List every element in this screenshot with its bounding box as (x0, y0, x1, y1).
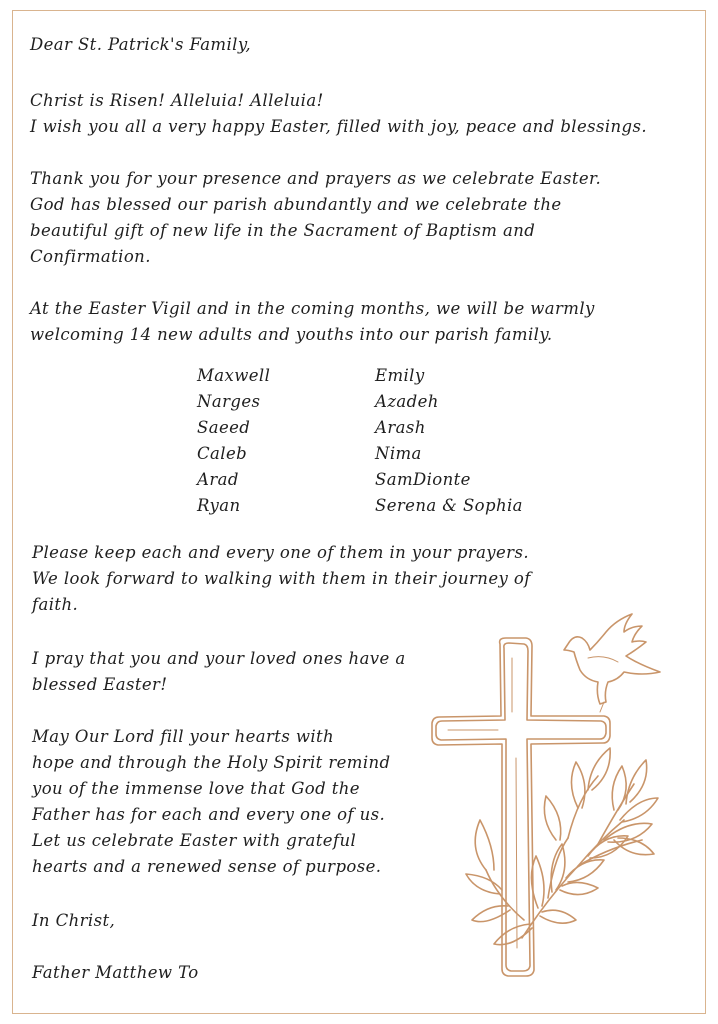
name-right: Emily (375, 366, 425, 385)
name-row (197, 441, 523, 467)
name-left: Maxwell (197, 366, 271, 385)
paragraph-line: hope and through the Holy Spirit remind (32, 753, 391, 772)
greeting: Dear St. Patrick's Family, (30, 35, 252, 54)
dove-icon (564, 614, 660, 712)
paragraph-line: you of the immense love that God the (32, 779, 360, 798)
name-row (197, 389, 523, 415)
name-row (197, 363, 523, 389)
name-right: Arash (375, 418, 426, 437)
paragraph-line: May Our Lord fill your hearts with (32, 727, 335, 746)
olive-branch-icon (466, 748, 658, 945)
name-left: Arad (197, 470, 239, 489)
name-right: SamDionte (375, 470, 471, 489)
cross-dove-illustration (428, 608, 668, 988)
paragraph-line: Father has for each and every one of us. (32, 805, 386, 824)
name-right: Serena & Sophia (375, 496, 523, 515)
paragraph-line: welcoming 14 new adults and youths into our parish family. (30, 325, 553, 344)
closing: In Christ, (32, 911, 116, 930)
name-left: Narges (197, 392, 261, 411)
paragraph-line: faith. (32, 595, 79, 614)
paragraph-line: I pray that you and your loved ones have a (32, 649, 406, 668)
paragraph-line: I wish you all a very happy Easter, filled with joy, peace and blessings. (30, 117, 648, 136)
paragraph-line: Please keep each and every one of them in your prayers. (32, 543, 529, 562)
name-left: Ryan (197, 496, 241, 515)
name-right: Azadeh (375, 392, 439, 411)
paragraph-line: God has blessed our parish abundantly and we celebrate the (30, 195, 562, 214)
paragraph-line: blessed Easter! (32, 675, 168, 694)
paragraph-line: Let us celebrate Easter with grateful (32, 831, 357, 850)
paragraph-line: Thank you for your presence and prayers as we celebrate Easter. (30, 169, 602, 188)
paragraph-line: Christ is Risen! Alleluia! Alleluia! (30, 91, 324, 110)
paragraph-prayers (32, 540, 531, 618)
paragraph-line: We look forward to walking with them in their journey of (32, 569, 531, 588)
paragraph-line: hearts and a renewed sense of purpose. (32, 857, 382, 876)
paragraph-thanks (30, 166, 601, 270)
name-row (197, 415, 523, 441)
names-list (197, 363, 523, 519)
paragraph-line: At the Easter Vigil and in the coming months, we will be warmly (30, 299, 595, 318)
name-left: Caleb (197, 444, 248, 463)
paragraph-blessed (32, 646, 406, 698)
paragraph-vigil (30, 296, 595, 348)
name-row (197, 493, 523, 519)
signature: Father Matthew To (32, 963, 199, 982)
name-row (197, 467, 523, 493)
paragraph-risen (30, 88, 647, 140)
paragraph-blessing (32, 724, 391, 880)
name-right: Nima (375, 444, 422, 463)
paragraph-line: Confirmation. (30, 247, 151, 266)
name-left: Saeed (197, 418, 251, 437)
paragraph-line: beautiful gift of new life in the Sacrament of Baptism and (30, 221, 536, 240)
